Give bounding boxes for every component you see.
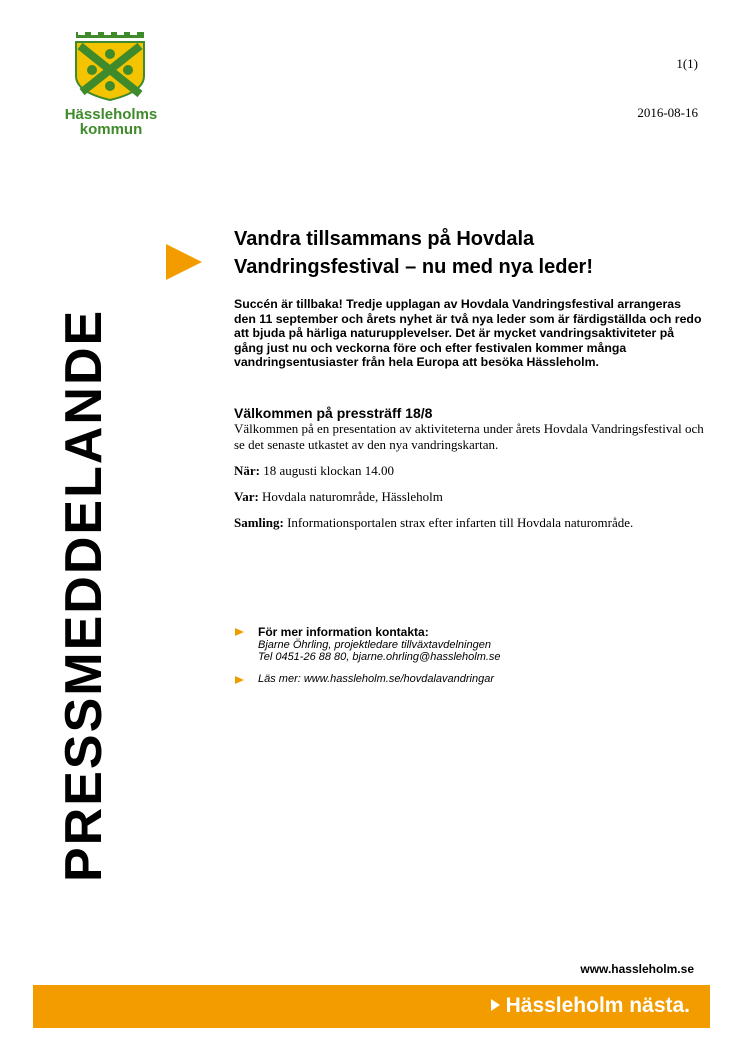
contact-heading: För mer information kontakta:	[258, 625, 429, 639]
bullet-arrow-icon	[235, 676, 244, 684]
press-meeting-heading: Välkommen på pressträff 18/8	[234, 404, 433, 421]
title-arrow-icon	[166, 244, 202, 280]
press-meeting-intro: Välkommen på en presentation av aktiviteterna under årets Hovdala Vandringsfestival och se det senaste utkastet av den nya vandringskartan.	[234, 420, 704, 452]
when-line	[234, 463, 704, 479]
contact-phone-email[interactable]: Tel 0451-26 88 80, bjarne.ohrling@hassleholm.se	[258, 651, 501, 663]
contact-section	[234, 625, 704, 685]
slogan-text: Hässleholm nästa.	[505, 994, 690, 1017]
when-value: 18 augusti klockan 14.00	[260, 462, 394, 478]
logo-line-2: kommun	[79, 121, 143, 138]
article	[234, 225, 704, 531]
where-value: Hovdala naturområde, Hässleholm	[258, 488, 443, 504]
logo-wordmark	[60, 107, 162, 137]
article-lead: Succén är tillbaka! Tredje upplagan av Hovdala Vandringsfestival arrangeras den 11 september och årets nyhet är två nya leder som är färdigställda och redo att bjuda på härliga naturupplevelser. Det är mycket vandringsaktiviteter på gång just nu och veckorna före och efter festivalen kommer många vandringsentusiaster från hela Europa att besöka Hässleholm.	[234, 297, 702, 369]
read-more-link[interactable]: Läs mer: www.hassleholm.se/hovdalavandringar	[258, 673, 495, 685]
when-label: När:	[234, 462, 260, 478]
municipality-logo	[60, 32, 160, 137]
article-title: Vandra tillsammans på Hovdala Vandringsfestival – nu med nya leder!	[234, 228, 594, 278]
slogan-arrow-icon	[491, 999, 500, 1011]
where-line	[234, 489, 704, 505]
coat-of-arms-icon	[74, 32, 146, 102]
page-number: 1(1)	[676, 56, 698, 71]
read-more	[234, 673, 704, 685]
contact-person: Bjarne Öhrling, projektledare tillväxtavdelningen	[258, 639, 491, 651]
where-label: Var:	[234, 488, 259, 504]
release-date: 2016-08-16	[637, 105, 698, 120]
logo-line-1: Hässleholms	[64, 106, 158, 123]
meeting-point-label: Samling:	[234, 514, 284, 530]
footer-banner	[33, 985, 710, 1028]
website-link[interactable]: www.hassleholm.se	[580, 962, 694, 976]
slogan	[491, 994, 690, 1018]
contact-info	[234, 625, 704, 663]
meeting-point-line	[234, 515, 704, 531]
bullet-arrow-icon	[235, 628, 244, 636]
press-release-vertical-label: PRESSMEDDELANDE	[55, 308, 113, 882]
meeting-point-value: Informationsportalen strax efter infarten till Hovdala naturområde.	[283, 514, 634, 530]
